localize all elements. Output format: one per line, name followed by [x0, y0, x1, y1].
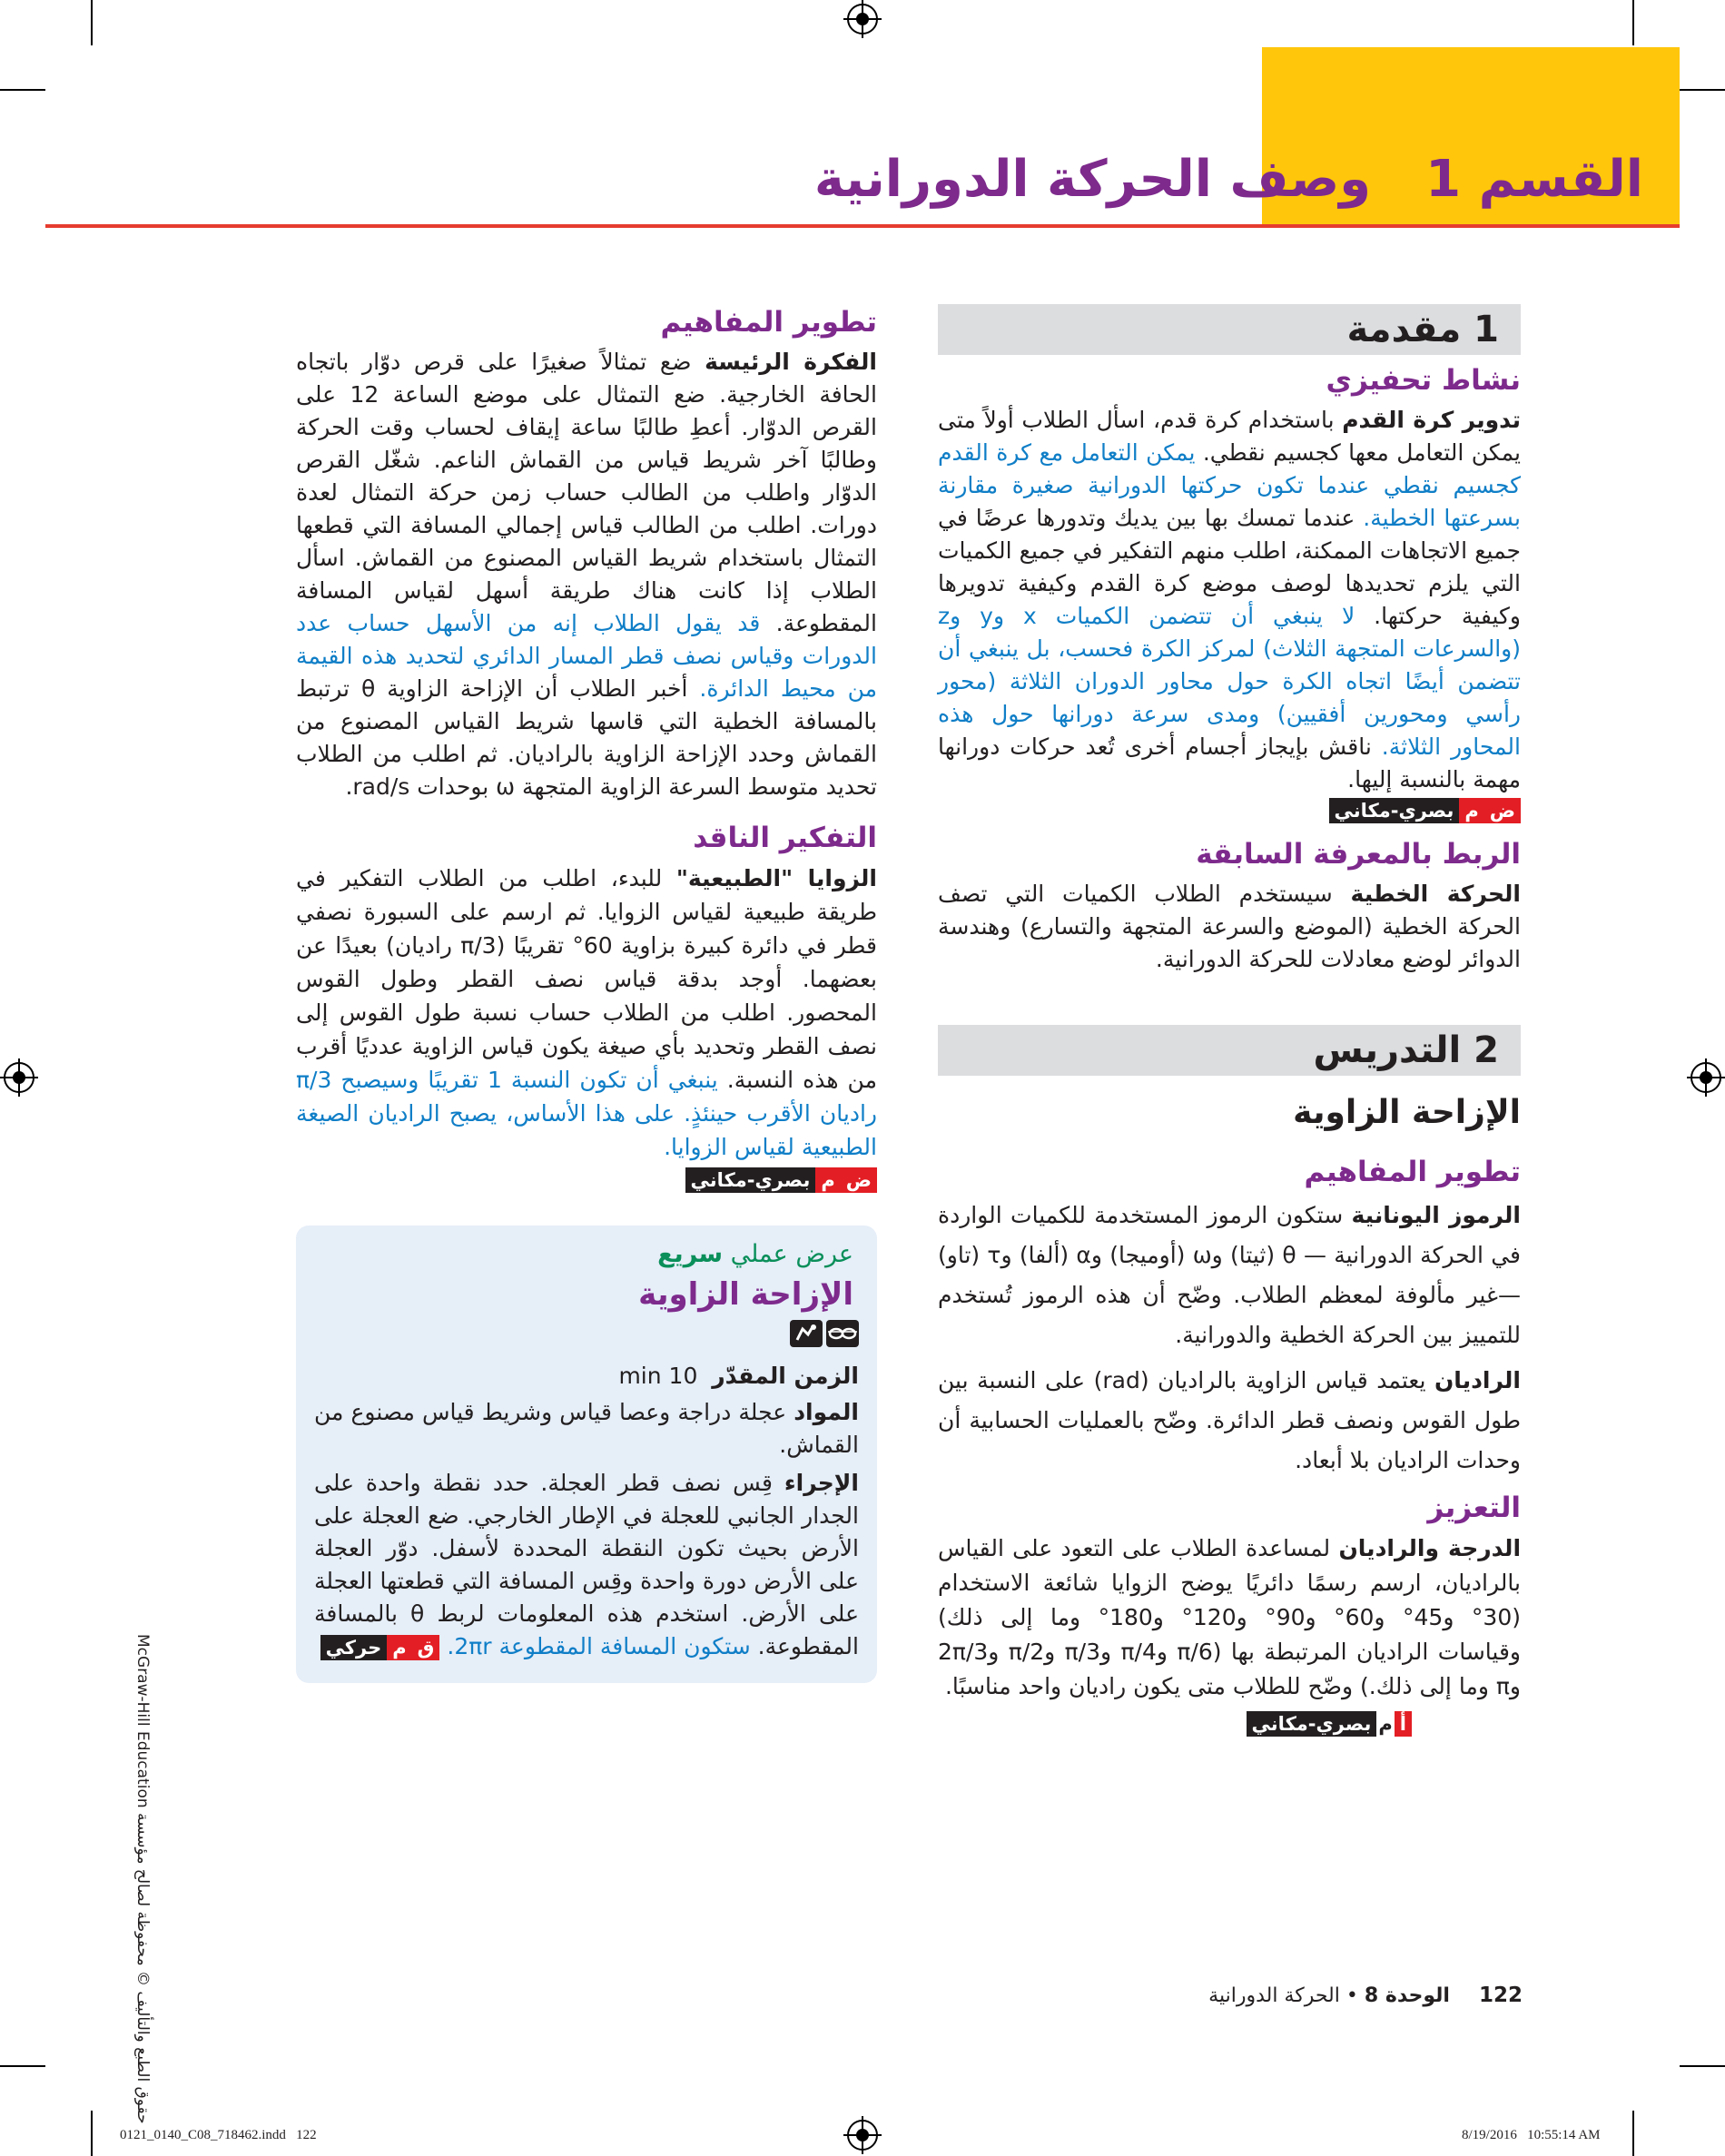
develop-heading: تطوير المفاهيم — [660, 306, 877, 339]
section-header — [45, 47, 1680, 229]
motivate-lead: تدوير كرة القدم — [1342, 407, 1521, 433]
prior-heading: الربط بالمعرفة السابقة — [1196, 838, 1521, 871]
level-tag: م — [1459, 798, 1484, 823]
footer-bullet: • — [1346, 1984, 1358, 2007]
tag-row — [938, 1711, 1521, 1737]
safety-goggles-icon — [826, 1320, 859, 1347]
demo-time — [314, 1360, 859, 1393]
radian-text: يعتمد قياس الزاوية بالراديان (rad) على النسبة بين طول القوس ونصف قطر الدائرة. وضّح بالعمليات الحسابية أن وحدات الراديان بلا أبعاد. — [938, 1367, 1521, 1473]
page-number: 122 — [1478, 1984, 1523, 2007]
degree-lead: الدرجة والراديان — [1338, 1535, 1522, 1561]
motivate-text: عندما تمسك بها بين يديك وتدورها عرضًا في جميع الاتجاهات الممكنة، اطلب منهم التفكير في جميع الكميات التي يلزم تحديدها لوصف موضع كرة القدم وكيفية تدويرها وكيفية حركتها. — [938, 505, 1521, 629]
time-value: 10 min — [618, 1363, 698, 1389]
registration-mark-icon — [847, 4, 878, 34]
right-column — [938, 304, 1521, 1737]
big-idea-paragraph — [296, 346, 877, 803]
prior-paragraph — [938, 878, 1521, 976]
materials-text: عجلة دراجة وعصا قياس وشريط قياس مصنوع من القماش. — [314, 1399, 859, 1458]
tag-row — [296, 1167, 877, 1193]
materials-label: المواد — [794, 1399, 859, 1425]
motivate-text: باستخدام كرة قدم، اسأل الطلاب أولاً متى يمكن التعامل معها كجسيم نقطي. — [938, 407, 1521, 466]
page-footer — [1208, 1982, 1523, 2010]
natural-answer: ينبغي أن تكون النسبة 1 تقريبًا وسيصبح π/3 راديان الأقرب حينئذٍ. على هذا الأساس، يصبح الراديان الصيغة الطبيعية لقياس الزوايا. — [296, 1067, 877, 1160]
natural-text: للبدء، اطلب من الطلاب التفكير في طريقة طبيعية لقياس الزوايا. ثم ارسم على السبورة نصفي قطر في دائرة كبيرة بزاوية 60° تقريبًا (π/3 راديان) بعيدًا عن بعضهما. أوجد بدقة قياس نصف القطر وطول القوس المحصور. اطلب من الطلاب حساب نسبة طول القوس إلى نصف القطر وتحديد بأي صيغة يكون قياس الزاوية عدديًا أقرب من هذه النسبة. — [296, 865, 877, 1093]
intro-bar: 1 مقدمة — [938, 304, 1521, 355]
level-tag: ق — [412, 1635, 440, 1660]
angular-heading: الإزاحة الزاوية — [1293, 1094, 1521, 1131]
crop-mark — [0, 2065, 45, 2067]
demo-kicker-a: عرض عملي — [730, 1240, 853, 1268]
crop-mark — [1680, 89, 1725, 91]
greek-lead: الرموز اليونانية — [1351, 1202, 1521, 1228]
demo-icons — [314, 1320, 859, 1353]
style-tag: بصري-مكاني — [1329, 798, 1460, 823]
big-idea-lead: الفكرة الرئيسة — [705, 349, 877, 375]
slug-right: 8/19/2016 10:55:14 AM — [1462, 2128, 1601, 2142]
unit-title: الحركة الدورانية — [1208, 1984, 1340, 2007]
teach-bar: 2 التدريس — [938, 1025, 1521, 1076]
degree-paragraph — [938, 1531, 1521, 1704]
style-tag: بصري-مكاني — [1247, 1711, 1377, 1737]
crop-mark — [1632, 2111, 1634, 2156]
prior-lead: الحركة الخطية — [1350, 881, 1521, 907]
demo-procedure — [314, 1467, 859, 1663]
motivate-heading: نشاط تحفيزي — [1326, 364, 1521, 397]
crop-mark — [91, 2111, 93, 2156]
level-tag: ض — [841, 1167, 877, 1193]
style-tag: حركي — [320, 1635, 388, 1660]
level-tag: ض — [1484, 798, 1521, 823]
motivate-answer: يمكن التعامل مع كرة القدم كجسيم نقطي عندما تكون حركتها الدورانية صغيرة مقارنة بسرعتها الخطية. — [938, 439, 1521, 531]
prior-text: سيستخدم الطلاب الكميات التي تصف الحركة الخطية (الموضع والسرعة المتجهة والتسارع) وهندسة الدوائر لوضع معادلات للحركة الدورانية. — [938, 881, 1521, 972]
motivate-text: ناقش بإيجاز أجسام أخرى تُعد حركات دورانها مهمة بالنسبة إليها. — [938, 733, 1521, 793]
greek-text: ستكون الرموز المستخدمة للكميات الواردة في الحركة الدورانية — θ (ثيتا) وω (أوميجا) وα (ألفا) وτ (تاو)—غير مألوفة لمعظم الطلاب. وضّح أن هذه الرموز تُستخدم للتمييز بين الحركة الخطية والدورانية. — [938, 1202, 1521, 1348]
radian-lead: الراديان — [1434, 1367, 1521, 1393]
registration-mark-icon — [1690, 1062, 1721, 1093]
degree-text: لمساعدة الطلاب على التعود على القياس بالراديان، ارسم رسمًا دائريًا يوضح الزوايا شائعة الاستخدام (30° و45° و60° و90° و120° و180° وما إلى ذلك) وقياسات الراديان المرتبطة بها (π/6 وπ/4 وπ/3 وπ/2 و2π/3 وπ وما إلى ذلك.) وضّح للطلاب متى يكون راديان واحد مناسبًا. — [938, 1535, 1521, 1699]
handle-with-care-icon — [790, 1320, 823, 1347]
section-label: القسم 1 — [1425, 150, 1643, 209]
time-label: الزمن المقدّر — [712, 1363, 859, 1389]
crop-mark — [91, 0, 93, 45]
natural-paragraph — [296, 861, 877, 1164]
demo-title: الإزاحة الزاوية — [638, 1276, 853, 1313]
big-idea-text: ضع تمثالاً صغيرًا على قرص دوّار باتجاه الحافة الخارجية. ضع التمثال على موضع الساعة 12 على القرص الدوّار. أعطِ طالبًا ساعة إيقاف لحساب وقت الحركة وطالبًا آخر شريط قياس من القماش الناعم. شغّل القرص الدوّار واطلب من الطالب حساب زمن حركة التمثال لعدة دورات. اطلب من الطالب قياس إجمالي المسافة التي قطعها التمثال باستخدام شريط القياس المصنوع من القماش. اسأل الطلاب إذا كانت هناك طريقة أسهل لقياس المسافة المقطوعة. — [296, 349, 877, 636]
critical-heading: التفكير الناقد — [693, 822, 877, 854]
slug-left: 0121_0140_C08_718462.indd 122 — [120, 2128, 317, 2142]
procedure-answer: ستكون المسافة المقطوعة 2πr. — [447, 1633, 751, 1659]
copyright-text: حقوق الطبع والتأليف © محفوظة لصالح مؤسسة McGraw-Hill Education — [133, 1634, 152, 2124]
big-idea-answer: قد يقول الطلاب إنه من الأسهل حساب عدد الدورات وقياس نصف قطر المسار الدائري لتحديد هذه القيمة من محيط الدائرة. — [296, 610, 877, 702]
procedure-text: قِس نصف قطر العجلة. حدد نقطة واحدة على الجدار الجانبي للعجلة في الإطار الخارجي. ضع العجلة على الأرض بحيث تكون النقطة المحددة لأسفل. دوّر العجلة على الأرض دورة واحدة وقِس المسافة التي قطعتها العجلة على الأرض. استخدم هذه المعلومات لربط θ بالمسافة المقطوعة. — [314, 1470, 859, 1659]
unit-label: الوحدة 8 — [1364, 1984, 1450, 2007]
demo-kicker — [314, 1236, 859, 1273]
quick-demo-box — [296, 1226, 877, 1683]
registration-mark-icon — [4, 1062, 34, 1093]
big-idea-text: أخبر الطلاب أن الإزاحة الزاوية θ ترتبط بالمسافة الخطية التي قاسها شريط القياس المصنوع من القماش وحدد الإزاحة الزاوية بالراديان. ثم اطلب من الطلاب تحديد متوسط السرعة الزاوية المتجهة ω بوحدات rad/s. — [296, 675, 877, 800]
procedure-label: الإجراء — [784, 1470, 859, 1496]
registration-mark-icon — [847, 2120, 878, 2151]
demo-kicker-b: سريع — [657, 1240, 723, 1268]
develop-heading: تطوير المفاهيم — [1304, 1156, 1521, 1188]
page-title: وصف الحركة الدورانية — [813, 150, 1372, 209]
demo-materials — [314, 1396, 859, 1462]
header-title-row — [814, 147, 1643, 212]
level-tag: م — [387, 1635, 411, 1660]
greek-paragraph — [938, 1196, 1521, 1355]
style-tag: بصري-مكاني — [685, 1167, 816, 1193]
header-rule — [45, 224, 1680, 228]
reinforce-heading: التعزيز — [1427, 1491, 1521, 1524]
crop-mark — [1680, 2065, 1725, 2067]
crop-mark — [1632, 0, 1634, 45]
crop-mark — [0, 89, 45, 91]
radian-paragraph — [938, 1361, 1521, 1481]
level-tag: أ — [1395, 1711, 1412, 1737]
level-tag: م — [815, 1167, 840, 1193]
natural-lead: الزوايا "الطبيعية" — [675, 865, 877, 891]
left-column — [296, 304, 877, 1683]
motivate-answer: لا ينبغي أن تتضمن الكميات x وy وz (والسرعات المتجهة الثلاث) لمركز الكرة فحسب، بل ينبغي أن تتضمن أيضًا اتجاه الكرة حول محاور الدوران الثلاثة (محور رأسي ومحورين أفقيين) ومدى سرعة دورانها حول هذه المحاور الثلاثة. — [938, 603, 1521, 760]
level-tag: م — [1378, 1713, 1393, 1735]
motivate-paragraph — [938, 404, 1521, 796]
tag-row — [938, 798, 1521, 823]
